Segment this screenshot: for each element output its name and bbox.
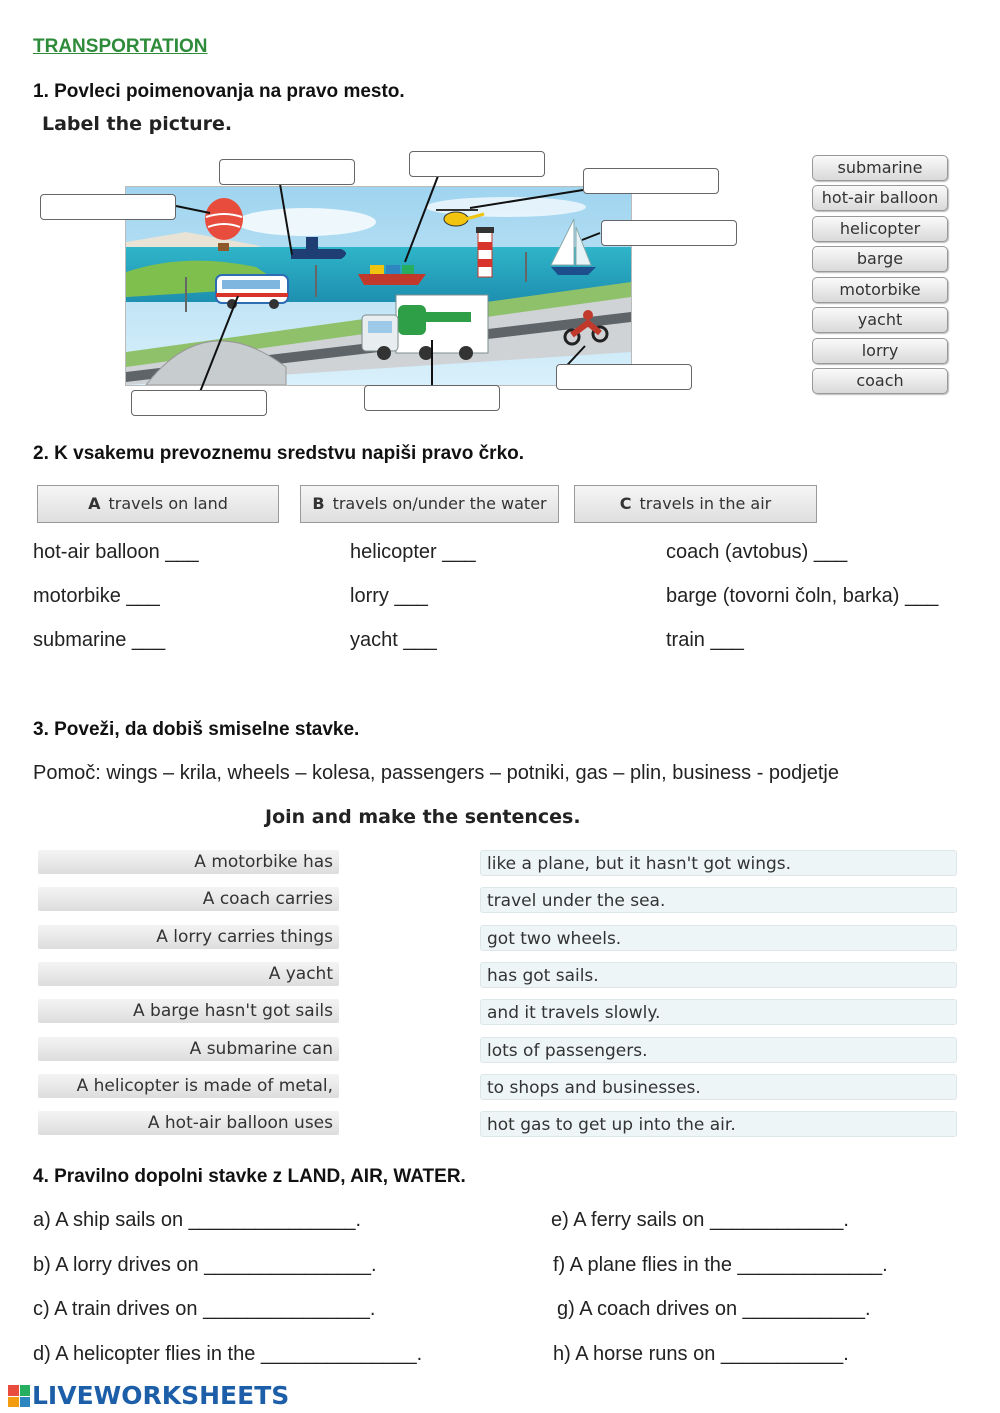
section3-heading: 3. Poveži, da dobiš smiselne stavke. — [33, 719, 360, 740]
sentence-end[interactable]: has got sails. — [480, 962, 957, 988]
category-a — [37, 485, 279, 523]
sentence-end[interactable]: lots of passengers. — [480, 1037, 957, 1063]
fill-in-sentence[interactable]: c) A train drives on _______________. — [33, 1298, 376, 1320]
classify-item[interactable]: submarine ___ — [33, 629, 166, 651]
label-answer-box[interactable] — [40, 194, 176, 220]
classify-item[interactable]: yacht ___ — [350, 629, 437, 651]
classify-item[interactable]: motorbike ___ — [33, 585, 160, 607]
sentence-end[interactable]: and it travels slowly. — [480, 999, 957, 1025]
category-letter: B — [312, 494, 325, 513]
label-answer-box[interactable] — [583, 168, 719, 194]
sentence-end[interactable]: like a plane, but it hasn't got wings. — [480, 850, 957, 876]
sentence-start[interactable]: A hot-air balloon uses — [38, 1111, 339, 1135]
word-chip[interactable]: hot-air balloon — [812, 185, 948, 211]
section1-subheading: Label the picture. — [42, 113, 233, 135]
sentence-start[interactable]: A coach carries — [38, 887, 339, 911]
classify-item[interactable]: hot-air balloon ___ — [33, 541, 199, 563]
word-chip[interactable]: motorbike — [812, 277, 948, 303]
fill-in-sentence[interactable]: h) A horse runs on ___________. — [553, 1343, 849, 1365]
label-answer-box[interactable] — [364, 385, 500, 411]
word-chip[interactable]: barge — [812, 246, 948, 272]
label-answer-box[interactable] — [409, 151, 545, 177]
sentence-end[interactable]: travel under the sea. — [480, 887, 957, 913]
sentence-end[interactable]: got two wheels. — [480, 925, 957, 951]
sentence-start[interactable]: A lorry carries things — [38, 925, 339, 949]
word-chip[interactable]: submarine — [812, 155, 948, 181]
category-text: travels on land — [108, 494, 228, 513]
classify-item[interactable]: lorry ___ — [350, 585, 428, 607]
word-chip[interactable]: yacht — [812, 307, 948, 333]
category-b — [300, 485, 559, 523]
classify-item[interactable]: barge (tovorni čoln, barka) ___ — [666, 585, 939, 607]
section3-subheading: Join and make the sentences. — [265, 806, 581, 828]
word-chip[interactable]: helicopter — [812, 216, 948, 242]
label-answer-box[interactable] — [601, 220, 737, 246]
fill-in-sentence[interactable]: b) A lorry drives on _______________. — [33, 1254, 377, 1276]
classify-item[interactable]: helicopter ___ — [350, 541, 476, 563]
sentence-start[interactable]: A yacht — [38, 962, 339, 986]
sentence-start[interactable]: A motorbike has — [38, 850, 339, 874]
sentence-start[interactable]: A helicopter is made of metal, — [38, 1074, 339, 1098]
section1-heading: 1. Povleci poimenovanja na pravo mesto. — [33, 81, 405, 102]
category-c — [574, 485, 817, 523]
fill-in-sentence[interactable]: g) A coach drives on ___________. — [557, 1298, 871, 1320]
section2-heading: 2. K vsakemu prevoznemu sredstvu napiši pravo črko. — [33, 443, 525, 464]
category-text: travels in the air — [639, 494, 772, 513]
section4-heading: 4. Pravilno dopolni stavke z LAND, AIR, WATER. — [33, 1166, 466, 1187]
label-answer-box[interactable] — [131, 390, 267, 416]
classify-item[interactable]: train ___ — [666, 629, 744, 651]
liveworksheets-logo: LIVEWORKSHEETS — [32, 1381, 290, 1410]
sentence-start[interactable]: A submarine can — [38, 1037, 339, 1061]
fill-in-sentence[interactable]: f) A plane flies in the _____________. — [553, 1254, 888, 1276]
label-answer-box[interactable] — [556, 364, 692, 390]
fill-in-sentence[interactable]: e) A ferry sails on ____________. — [551, 1209, 849, 1231]
classify-item[interactable]: coach (avtobus) ___ — [666, 541, 848, 563]
category-letter: A — [88, 494, 101, 513]
sentence-end[interactable]: to shops and businesses. — [480, 1074, 957, 1100]
label-answer-box[interactable] — [219, 159, 355, 185]
word-chip[interactable]: lorry — [812, 338, 948, 364]
fill-in-sentence[interactable]: d) A helicopter flies in the ______________. — [33, 1343, 423, 1365]
category-text: travels on/under the water — [332, 494, 547, 513]
sentence-start[interactable]: A barge hasn't got sails — [38, 999, 339, 1023]
worksheet-title: TRANSPORTATION — [33, 36, 208, 57]
sentence-end[interactable]: hot gas to get up into the air. — [480, 1111, 957, 1137]
category-letter: C — [619, 494, 632, 513]
word-chip[interactable]: coach — [812, 368, 948, 394]
liveworksheets-logo-icon — [8, 1385, 30, 1407]
section3-help: Pomoč: wings – krila, wheels – kolesa, passengers – potniki, gas – plin, business - podjetje — [33, 762, 839, 784]
fill-in-sentence[interactable]: a) A ship sails on _______________. — [33, 1209, 362, 1231]
